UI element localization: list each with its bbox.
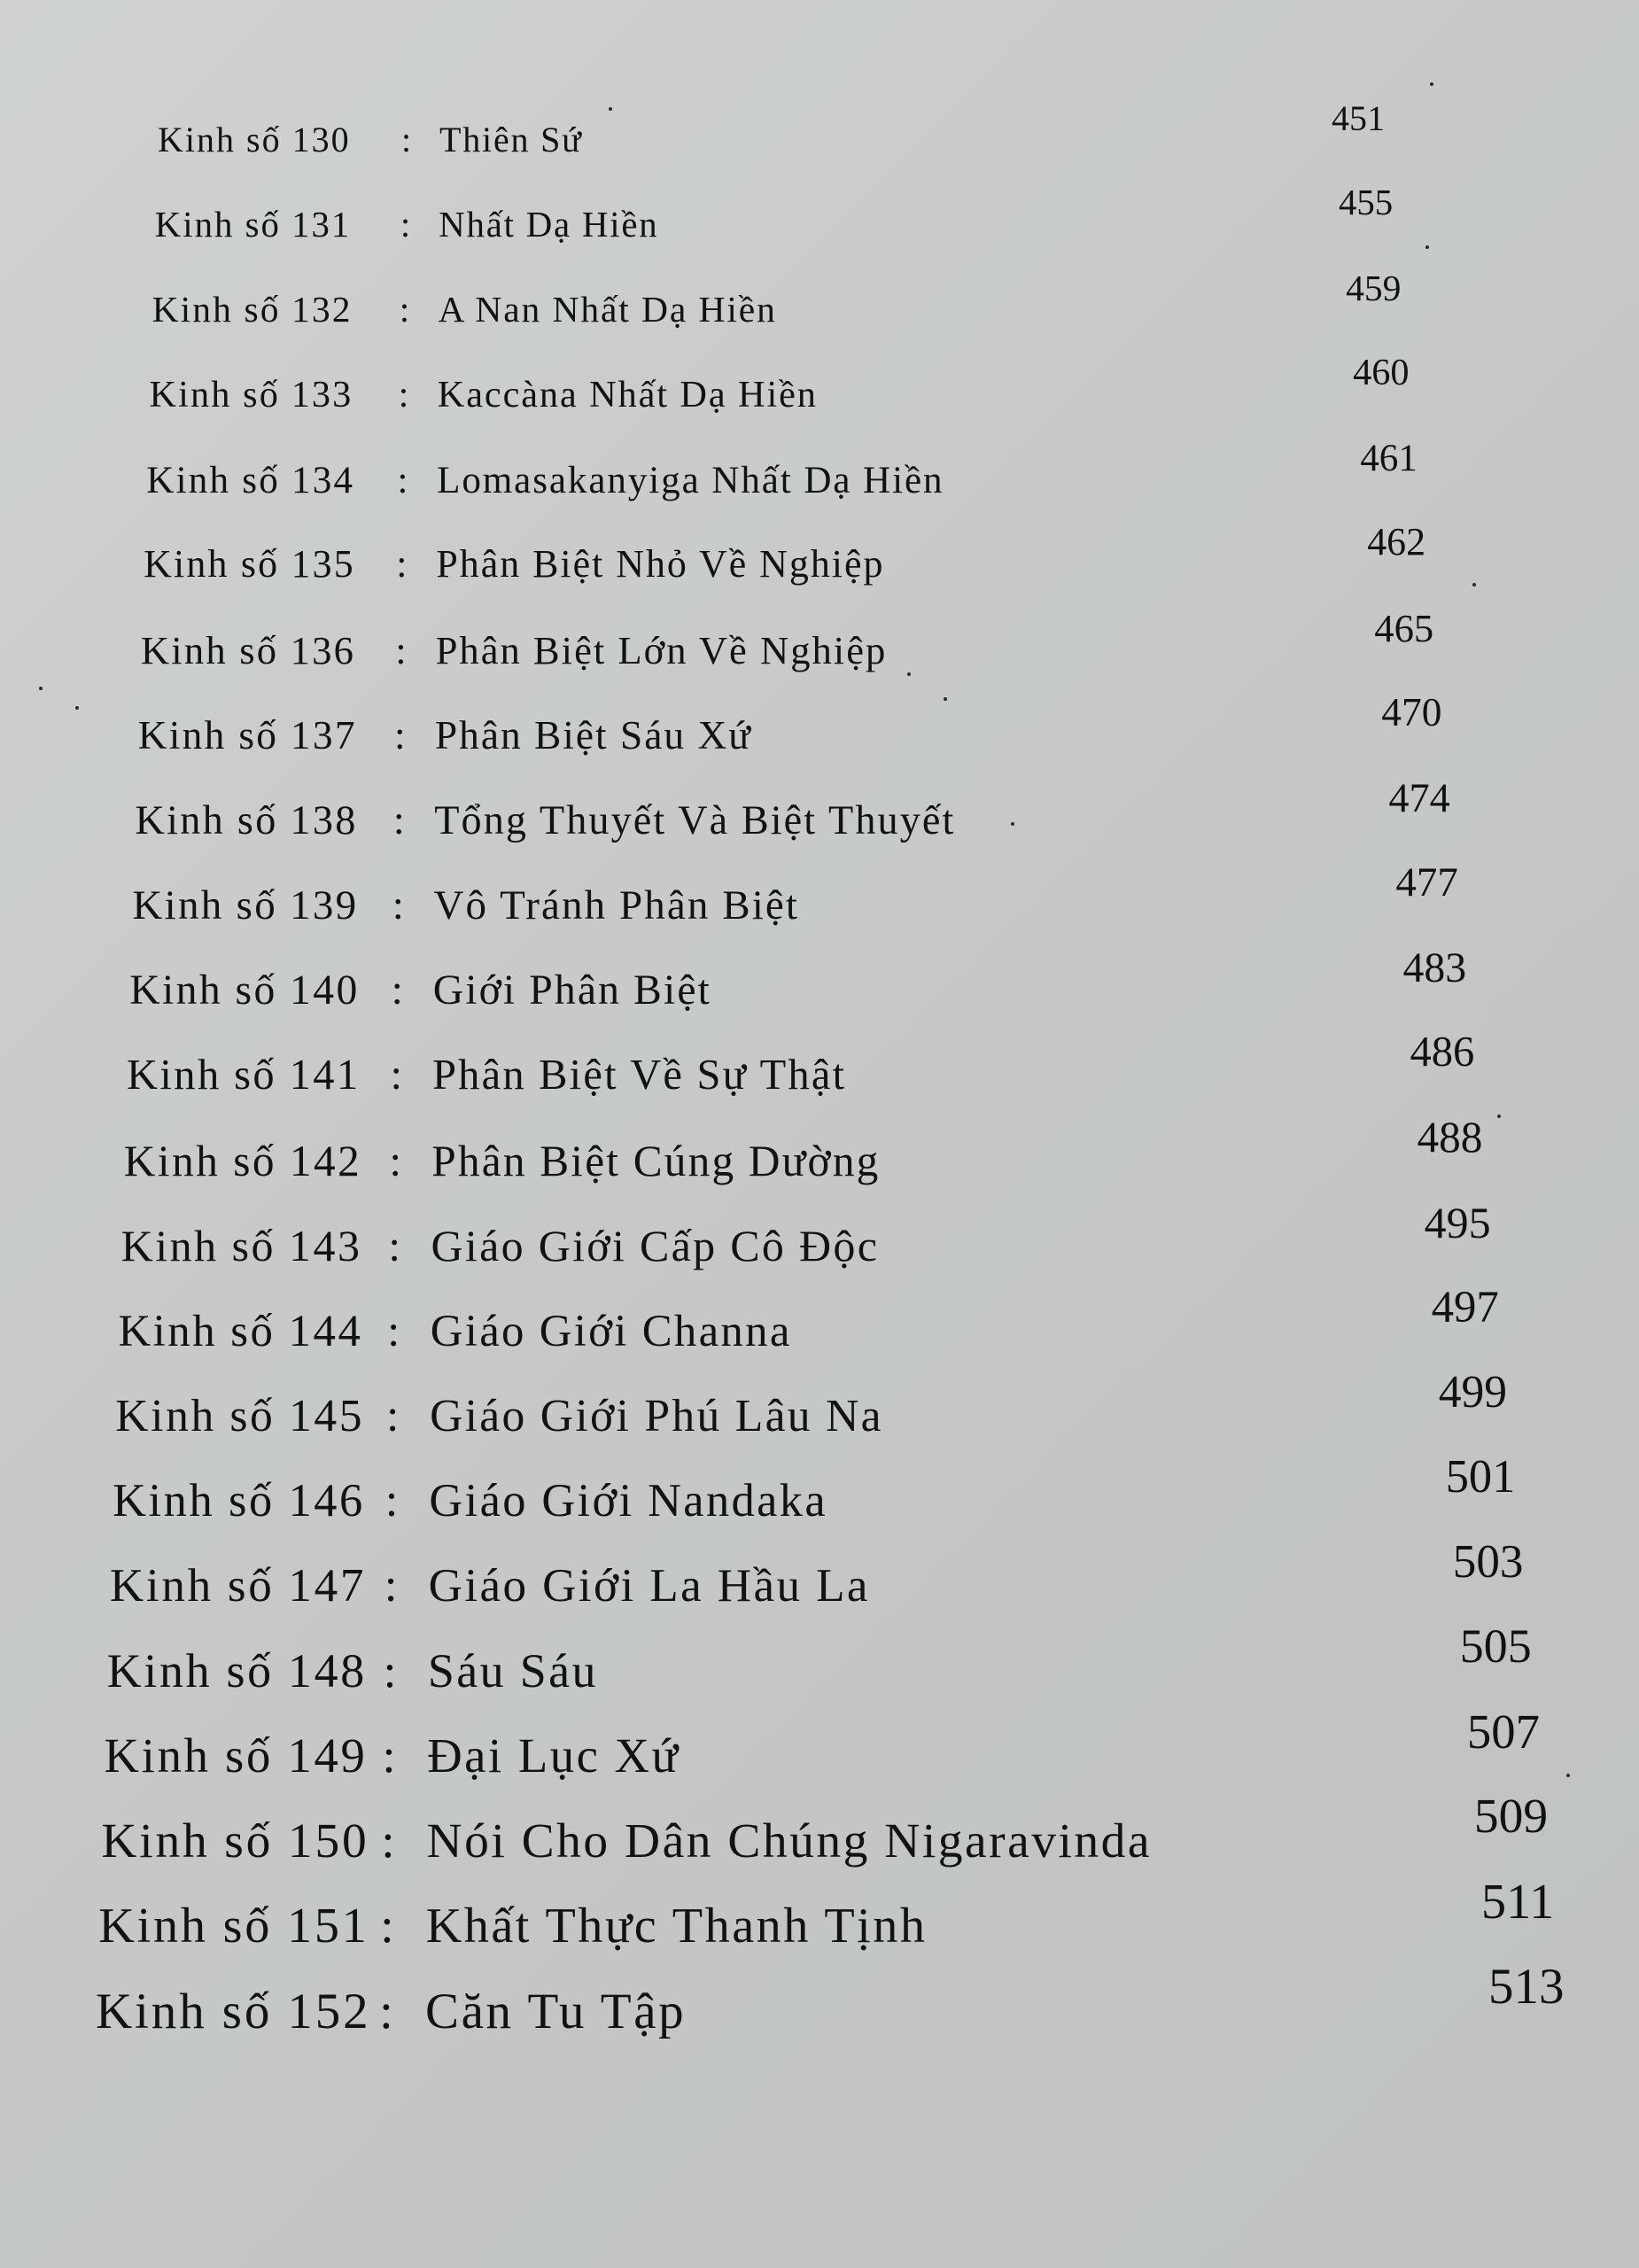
entry-page-number: 495: [1424, 1197, 1491, 1247]
toc-entry: [0, 521, 1639, 596]
toc-entry: [0, 183, 1639, 254]
entry-page-number: 499: [1438, 1366, 1508, 1418]
entry-page-number: 497: [1431, 1282, 1499, 1332]
entry-title: Sáu Sáu: [427, 1643, 598, 1697]
entry-separator: :: [379, 1984, 393, 2039]
entry-separator: :: [386, 1390, 400, 1441]
toc-entry: [0, 352, 1639, 425]
entry-label: Kinh số 144: [118, 1305, 363, 1355]
entry-page-number: 461: [1360, 437, 1418, 479]
toc-entry: [0, 1959, 1639, 2052]
toc-entry: [0, 1619, 1639, 1710]
toc-entry: [0, 690, 1639, 768]
toc-entry: [0, 859, 1639, 939]
toc-entry: [0, 1113, 1639, 1196]
entry-label: Kinh số 137: [137, 712, 357, 757]
toc-entry: [0, 98, 1639, 168]
entry-separator: :: [401, 120, 412, 159]
entry-label: Kinh số 151: [98, 1899, 369, 1954]
entry-page-number: 503: [1452, 1535, 1524, 1588]
ink-speck: [907, 672, 911, 676]
entry-separator: :: [390, 1052, 402, 1099]
ink-speck: [1497, 1115, 1501, 1118]
entry-title: Giáo Giới La Hầu La: [428, 1559, 870, 1612]
entry-separator: :: [389, 1136, 402, 1185]
entry-page-number: 505: [1459, 1619, 1532, 1674]
entry-label: Kinh số 139: [132, 882, 359, 928]
entry-separator: :: [380, 1899, 394, 1954]
entry-separator: :: [398, 373, 409, 416]
toc-entry: [0, 1366, 1639, 1453]
entry-separator: :: [383, 1643, 397, 1697]
ink-speck: [609, 107, 612, 111]
entry-page-number: 486: [1410, 1029, 1475, 1076]
ink-speck: [1011, 822, 1014, 826]
toc-entry: [0, 1790, 1639, 1881]
entry-title: Giáo Giới Cấp Cô Độc: [431, 1221, 880, 1271]
toc-entry: [0, 1704, 1639, 1795]
entry-separator: :: [391, 967, 403, 1014]
entry-page-number: 465: [1374, 605, 1434, 650]
entry-title: Giáo Giới Channa: [430, 1305, 792, 1355]
entry-page-number: 459: [1346, 267, 1402, 308]
ink-speck: [75, 706, 79, 710]
toc-entry: [0, 1535, 1639, 1624]
entry-title: Lomasakanyiga Nhất Dạ Hiền: [437, 459, 944, 501]
entry-label: Kinh số 134: [146, 459, 355, 501]
entry-separator: :: [394, 712, 406, 757]
entry-page-number: 513: [1488, 1959, 1565, 2015]
entry-page-number: 511: [1481, 1874, 1555, 1930]
entry-separator: :: [388, 1221, 401, 1271]
entry-separator: :: [396, 543, 408, 586]
entry-label: Kinh số 149: [104, 1728, 368, 1783]
entry-separator: :: [395, 627, 407, 672]
entry-title: Giáo Giới Phú Lâu Na: [430, 1390, 883, 1441]
ink-speck: [1430, 82, 1433, 86]
toc-entry: [0, 437, 1639, 511]
entry-title: Phân Biệt Lớn Về Nghiệp: [435, 627, 888, 672]
entry-separator: :: [385, 1475, 399, 1527]
entry-label: Kinh số 150: [101, 1814, 369, 1868]
entry-label: Kinh số 136: [140, 627, 356, 672]
toc-entry: [0, 1282, 1639, 1367]
entry-title: Phân Biệt Về Sự Thật: [432, 1052, 847, 1099]
entry-page-number: 460: [1353, 352, 1410, 394]
entry-title: Giới Phân Biệt: [432, 967, 711, 1014]
entry-label: Kinh số 131: [154, 204, 352, 245]
ink-speck: [39, 687, 43, 690]
ink-speck: [1425, 245, 1429, 249]
entry-separator: :: [392, 882, 404, 928]
entry-label: Kinh số 146: [113, 1475, 365, 1527]
toc-entry: [0, 774, 1639, 853]
entry-separator: :: [382, 1728, 396, 1783]
entry-title: Đại Lục Xứ: [427, 1728, 680, 1783]
toc-entry: [0, 605, 1639, 682]
entry-title: Tổng Thuyết Và Biệt Thuyết: [434, 797, 956, 843]
entry-page-number: 501: [1445, 1451, 1516, 1503]
toc-entry: [0, 1451, 1639, 1538]
entry-page-number: 451: [1332, 98, 1385, 138]
toc-entry: [0, 1874, 1639, 1966]
entry-page-number: 470: [1381, 690, 1442, 735]
entry-page-number: 477: [1395, 859, 1458, 906]
entry-label: Kinh số 135: [144, 543, 355, 586]
entry-title: Phân Biệt Nhỏ Về Nghiệp: [436, 543, 885, 586]
ink-speck: [1472, 583, 1476, 586]
entry-title: Kaccàna Nhất Dạ Hiền: [437, 373, 818, 416]
entry-title: Căn Tu Tập: [425, 1984, 687, 2039]
entry-page-number: 462: [1367, 521, 1426, 564]
entry-title: Nhất Dạ Hiền: [439, 204, 659, 245]
entry-title: Phân Biệt Sáu Xứ: [434, 712, 752, 757]
entry-separator: :: [397, 459, 408, 501]
entry-label: Kinh số 141: [127, 1052, 361, 1099]
entry-label: Kinh số 132: [151, 289, 353, 330]
entry-label: Kinh số 152: [96, 1984, 371, 2039]
entry-separator: :: [387, 1305, 400, 1355]
entry-separator: :: [392, 797, 405, 843]
toc-entry: [0, 267, 1639, 339]
entry-page-number: 455: [1339, 183, 1394, 223]
entry-title: Nói Cho Dân Chúng Nigaravinda: [426, 1814, 1153, 1868]
entry-page-number: 509: [1473, 1790, 1549, 1845]
entry-label: Kinh số 133: [149, 373, 353, 416]
entry-title: Phân Biệt Cúng Dường: [431, 1136, 881, 1185]
entry-title: Vô Tránh Phân Biệt: [433, 882, 800, 928]
entry-separator: :: [400, 204, 411, 245]
entry-label: Kinh số 142: [123, 1136, 362, 1185]
entry-label: Kinh số 130: [158, 120, 351, 159]
entry-label: Kinh số 147: [109, 1559, 367, 1612]
entry-label: Kinh số 143: [120, 1221, 362, 1271]
entry-separator: :: [399, 289, 410, 330]
ink-speck: [944, 697, 947, 701]
entry-page-number: 474: [1388, 774, 1450, 820]
toc-entry: [0, 1197, 1639, 1281]
toc-entry: [0, 944, 1639, 1024]
entry-title: A Nan Nhất Dạ Hiền: [438, 289, 777, 330]
entry-title: Giáo Giới Nandaka: [429, 1475, 828, 1527]
toc-entry: [0, 1029, 1639, 1110]
entry-title: Khất Thực Thanh Tịnh: [425, 1899, 928, 1954]
entry-label: Kinh số 145: [115, 1390, 365, 1441]
ink-speck: [1566, 1774, 1570, 1777]
entry-label: Kinh số 148: [106, 1643, 367, 1697]
entry-separator: :: [381, 1814, 395, 1868]
entry-label: Kinh số 138: [135, 797, 358, 843]
entry-separator: :: [384, 1559, 398, 1612]
entry-page-number: 507: [1466, 1704, 1540, 1759]
entry-page-number: 483: [1402, 944, 1467, 991]
entry-page-number: 488: [1417, 1113, 1483, 1162]
entry-label: Kinh số 140: [129, 967, 360, 1014]
entry-title: Thiên Sứ: [439, 120, 583, 159]
